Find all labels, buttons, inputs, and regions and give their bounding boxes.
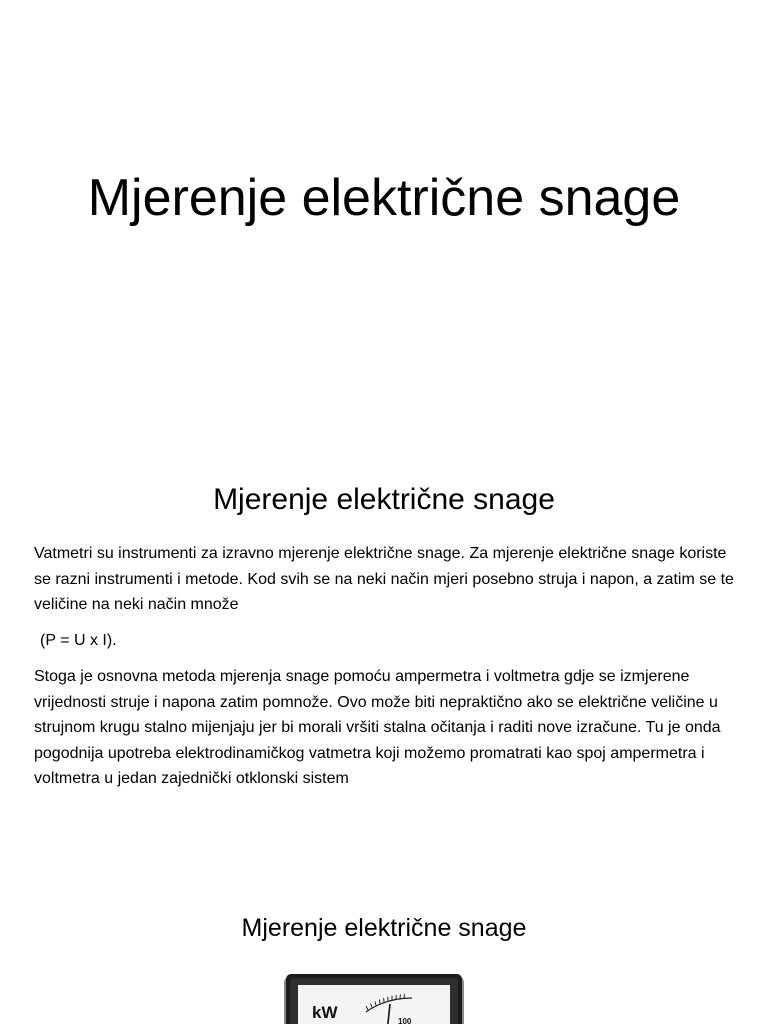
paragraph-intro: Vatmetri su instrumenti za izravno mjerenje električne snage. Za mjerenje električne snage koriste se razni instrumenti i metode. Kod svih se na neki način mjeri posebno struja i napon, a zatim se te veličine na neki način množe xyxy=(34,545,734,613)
power-formula: (P = U x I). xyxy=(40,631,117,649)
paragraph-method: Stoga je osnovna metoda mjerenja snage pomoću ampermetra i voltmetra gdje se izmjerene vrijednosti struje i napona zatim pomnože. Ovo može biti nepraktično ako se električne veličine u strujnom krugu stalno mijenjaju jer bi morali vršiti stalna očitanja i raditi nove izračune. Tu je onda pogodnija upotreba elektrodinamičkog vatmetra koji možemo promatrati kao spoj ampermetra i voltmetra u jedan zajednički otklonski sistem xyxy=(34,668,721,787)
meter-scale-label: 100 xyxy=(398,1017,412,1024)
slide-body xyxy=(34,541,740,792)
slide-heading: Mjerenje električne snage xyxy=(241,914,527,942)
slide-content xyxy=(0,430,768,870)
meter-unit-label: kW xyxy=(312,1003,338,1022)
page-title: Mjerenje električne snage xyxy=(87,169,681,227)
slide-title xyxy=(0,0,768,430)
slide-image xyxy=(0,870,768,1024)
slide-heading: Mjerenje električne snage xyxy=(213,483,555,516)
wattmeter-panel-icon xyxy=(282,972,466,1024)
